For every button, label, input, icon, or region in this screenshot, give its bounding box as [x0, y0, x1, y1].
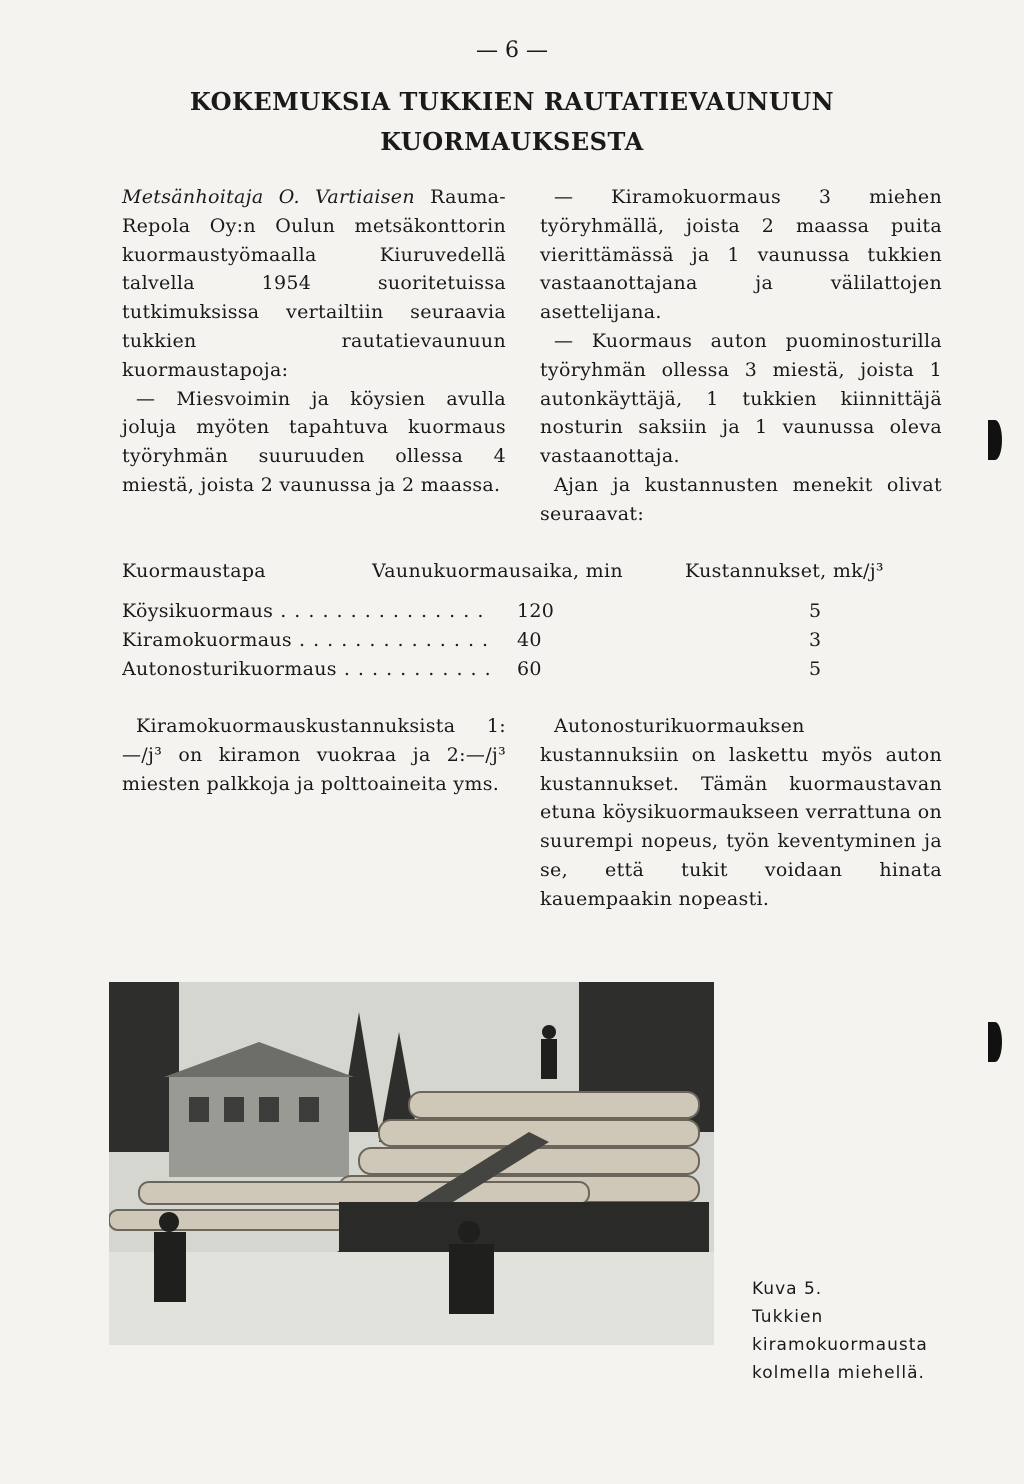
intro-text: Rauma-Repola Oy:n Oulun metsäkonttorin kuormaustyömaalla Kiuruvedellä talvella 1954 suoritetuissa tutkimuksissa vertailtiin seuraavia tukkien rautatievaunuun kuormaustapoja:: [122, 186, 507, 381]
photo-caption: [752, 1275, 932, 1387]
header-method: Kuormaustapa: [122, 560, 266, 582]
table-row: [122, 658, 952, 688]
intro-paragraph: [122, 183, 506, 385]
page-number: — 6 —: [476, 38, 548, 63]
costs-intro: Ajan ja kustannusten menekit olivat seuraavat:: [540, 473, 942, 525]
article-title: [0, 82, 1024, 162]
column-right-bottom: [540, 712, 942, 914]
column-left-bottom: [122, 712, 506, 798]
caption-text: Tukkien kiramokuormausta kolmella miehellä.: [752, 1307, 928, 1383]
row-cost: 5: [809, 600, 822, 622]
loading-photo: [109, 982, 714, 1345]
row-cost: 3: [809, 629, 822, 651]
note-2: Autonosturikuormauksen kustannuksiin on laskettu myös auton kustannukset. Tämän kuormaustavan etuna köysikuormaukseen verrattuna on suurempi nopeus, työn keventyminen ja se, että tukit voidaan hinata kauempaakin nopeasti.: [540, 715, 942, 910]
row-method: Köysikuormaus . . .: [122, 600, 490, 622]
table-row: [122, 629, 952, 659]
method-2: — Kiramokuormaus 3 miehen työryhmällä, joista 2 maassa puita vierittämässä ja 1 vaunussa tukkien vastaanottajana ja välilattojen asettelijana.: [540, 186, 942, 324]
row-time: 60: [517, 658, 542, 680]
caption-label: Kuva 5.: [752, 1279, 823, 1299]
method-1: — Miesvoimin ja köysien avulla joluja myöten tapahtuva kuormaus työryhmän suuruuden ollessa 4 miestä, joista 2 vaunussa ja 2 maassa.: [122, 387, 506, 496]
column-right-top: [540, 183, 942, 529]
row-method: Autonosturikuormaus . . .: [122, 658, 490, 680]
title-line-2: KUORMAUKSESTA: [380, 127, 644, 156]
table-row: [122, 600, 952, 630]
row-time: 40: [517, 629, 542, 651]
header-time: Vaunukuormausaika, min: [372, 560, 623, 582]
note-1: Kiramokuormauskustannuksista 1:—/j³ on kiramon vuokraa ja 2:—/j³ miesten palkkoja ja polttoaineita yms.: [122, 715, 506, 795]
row-time: 120: [517, 600, 555, 622]
method-3: — Kuormaus auton puominosturilla työryhmän ollessa 3 miestä, joista 1 autonkäyttäjä, 1 tukkien kiinnittäjä nosturin saksiin ja 1 vaunussa oleva vastaanottaja.: [540, 329, 942, 468]
header-cost: Kustannukset, mk/j³: [685, 560, 884, 582]
photo-illustration: [109, 982, 714, 1345]
column-left-top: [122, 183, 506, 500]
title-line-1: KOKEMUKSIA TUKKIEN RAUTATIEVAUNUUN: [189, 87, 835, 116]
author-byline: Metsänhoitaja O. Vartiaisen: [122, 186, 415, 208]
scan-margin-mark: [988, 420, 1002, 460]
row-cost: 5: [809, 658, 822, 680]
scan-margin-mark: [988, 1022, 1002, 1062]
row-method: Kiramokuormaus . . .: [122, 629, 490, 651]
